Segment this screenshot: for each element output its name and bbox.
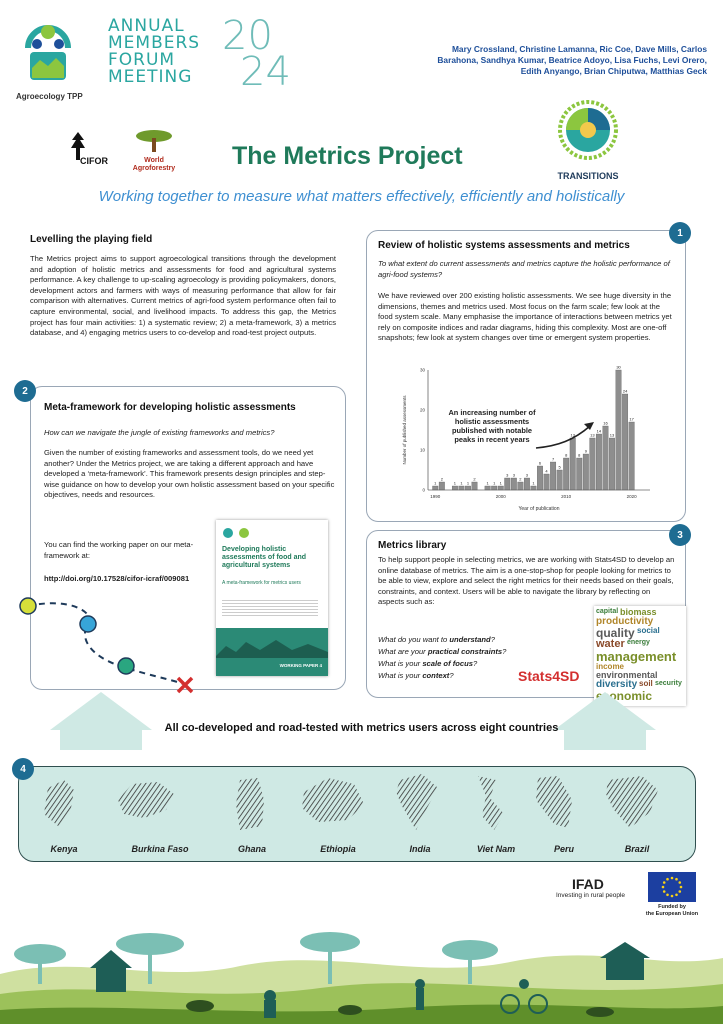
chart-bar [603,426,609,490]
chart-bar [511,478,517,490]
intro-heading: Levelling the playing field [30,234,153,245]
chart-bar [472,482,478,490]
up-arrows [0,690,723,750]
stats4sd-logo: Stats4SD [518,668,580,684]
cover-landscape-icon [216,628,328,658]
meta-question: How can we navigate the jungle of existing frameworks and metrics? [44,428,275,437]
chart-bar [544,474,550,490]
agroforestry-label-1: World [144,157,164,164]
event-line: ANNUAL [108,16,185,36]
step-dot [118,658,134,674]
chart-bar [629,422,635,490]
cloud-word: productivity [596,616,654,627]
cover-title: Developing holistic assessments of food and agricultural systems [222,546,307,569]
chart-bar [439,482,445,490]
meta-text: Given the number of existing frameworks and assessment tools, do we need yet another? Under the Metrics project, we are taking a different approach and have developed a ‘meta-framework’. This framework presents design principles and step-wise guidance on how to develop your own holistic assessment based on your specific objectives, needs and resources. [44,448,335,500]
event-year [222,13,291,95]
chart-bar [563,458,569,490]
chart-bar [609,438,615,490]
eu-star [678,890,681,893]
page-title: The Metrics Project [232,142,463,170]
bar-value-label: 24 [622,388,628,394]
map-burkina-faso [118,782,174,818]
up-arrow [554,689,656,750]
author-line: Barahona, Sandhya Kumar, Beatrice Adoyo, Lisa Fuchs, Levi Orero, [437,55,707,65]
bar-value-label: 1 [532,480,535,486]
event-line: FORUM [108,50,176,70]
cloud-word: biomass [620,607,657,617]
bar-value-label: 2 [440,476,443,482]
question-context: What is your context? [378,671,454,680]
y-tick-label: 30 [419,367,425,373]
eu-star [662,886,665,889]
agroecology-org-name: Agroecology TPP [16,92,83,101]
map-peru [536,776,572,828]
x-axis-label: Year of publication [518,506,560,512]
bar-value-label: 4 [545,468,548,474]
map-ghana [236,778,264,830]
bar-value-label: 1 [493,480,496,486]
bar-value-label: 1 [460,480,463,486]
bar-value-label: 13 [609,432,615,438]
x-tick-label: 1990 [430,494,441,499]
eu-stars-icon [648,872,696,902]
chart-bar [433,486,439,490]
cover-logos-icon [222,526,252,540]
chart-bar [622,394,628,490]
section-number-badge: 3 [669,524,691,546]
intro-text: The Metrics project aims to support agroecological transitions through the development and adoption of holistic metrics and assessments for food and agricultural systems performance. A key challenge to up-scaling agroecology is providing policymakers, donors, development actors and farmers with ways of measuring performance that allow for fair comparison with alternatives. Current metrics of agri-food system performance often fail to capture environmental, social, and livelihood impacts. To address this gap, the Metrics project has four main activities: 1) a systematic review; 2) a meta-framework, 3) a metrics database, and 4) engaging metrics users to co-develop and road-test project outputs. [30,254,336,338]
chart-annotation: An increasing number of holistic assessments published with notable peaks in recent years [446,408,538,444]
chart-bar [577,458,583,490]
library-text: To help support people in selecting metrics, we are working with Stats4SD to develop an online database of metrics. The aim is a one-stop-shop for people looking for metrics to be able to view, explore and select the right metrics for their needs based on their goals, constraints, and context. Users will be able to navigate the library by reflecting on aspects such as: [378,555,675,607]
bar-value-label: 3 [525,472,529,478]
bar-value-label: 16 [603,420,608,426]
country-label: Ethiopia [320,844,356,854]
review-question: To what extent do current assessments and metrics capture the holistic performance of agri-food systems? [378,259,670,279]
pathway-graphic [16,596,226,696]
y-tick-label: 0 [422,487,425,493]
eu-line1: Funded by [658,904,686,910]
cloud-word: quality [596,626,635,640]
bar-value-label: 1 [453,480,457,486]
library-heading: Metrics library [378,540,447,551]
world-agroforestry-logo [124,128,184,176]
question-understand: What do you want to understand? [378,635,495,644]
chart-bar [485,486,491,490]
eu-star [671,877,674,880]
chart-bar [452,486,458,490]
map-kenya [44,780,74,826]
bar-value-label: 7 [551,456,555,462]
transitions-logo-icon [548,100,628,166]
bar-value-label: 8 [565,452,568,458]
bar-value-label: 17 [629,416,634,422]
transitions-logo [548,100,628,180]
section-number-badge: 1 [669,222,691,244]
eu-star [666,878,669,881]
chart-bar [491,486,497,490]
trend-arrow [536,426,590,448]
cloud-word: economic [596,689,653,703]
bar-value-label: 3 [512,472,515,478]
review-heading: Review of holistic systems assessments and metrics [378,240,630,251]
year-top: 20 [222,13,273,59]
map-ethiopia [302,778,364,822]
bar-value-label: 1 [499,480,502,486]
bar-value-label: 5 [558,464,561,470]
author-list [387,44,707,77]
chart-bar [531,486,537,490]
cloud-word: income [596,662,625,671]
eu-star [678,881,681,884]
cloud-word: water [596,638,625,650]
country-label: Brazil [624,844,650,854]
eu-star [663,881,666,884]
chart-bar [465,486,471,490]
question-constraints: What are your practical constraints? [378,647,507,656]
eu-line2: the European Union [645,911,699,917]
cover-subtitle: A meta-framework for metrics users [222,580,301,586]
eu-star [675,878,678,881]
agroecology-logo-icon [20,18,76,88]
event-line: MEETING [108,67,193,87]
ifad-tagline: Investing in rural people [556,892,626,899]
year-bottom: 24 [240,49,291,95]
country-label: Kenya [50,844,78,854]
section-number-badge: 4 [12,758,34,780]
x-tick-label: 2020 [626,494,637,499]
working-paper-cover[interactable] [216,520,328,676]
publications-chart [398,360,658,516]
chart-bar [498,486,504,490]
country-label: India [409,844,431,854]
chart-bar [550,462,556,490]
y-tick-label: 20 [419,407,425,413]
countries-heading: All co-developed and road-tested with metrics users across eight countries [164,722,559,734]
cifor-label: CIFOR [80,156,108,166]
cloud-word: soil [639,679,653,688]
chart-bar [505,478,511,490]
start-dot [20,598,36,614]
map-viet-nam [478,776,504,830]
cifor-logo [66,130,116,170]
chart-bar [583,454,589,490]
chart-bar [524,478,530,490]
chart-bar [557,470,563,490]
cloud-word: security [655,680,682,687]
country-label: Burkina Faso [131,844,189,854]
x-tick-label: 2000 [495,494,506,499]
bar-value-label: 8 [578,452,581,458]
cloud-word: diversity [596,679,638,690]
map-india [396,774,438,830]
page-subtitle: Working together to measure what matters effectively, efficiently and holistically [98,188,625,205]
event-title [108,18,200,86]
cloud-word: energy [627,639,650,646]
cloud-word: environmental [596,670,658,680]
chart-bar [616,370,622,490]
event-line: MEMBERS [108,33,201,53]
chart-bar [596,434,602,490]
meta-heading: Meta-framework for developing holistic assessments [44,402,296,413]
agroecology-logo [20,18,76,88]
chart-bar [537,466,543,490]
ifad-logo [556,876,636,899]
author-line: Mary Crossland, Christine Lamanna, Ric Coe, Dave Mills, Carlos [451,44,707,54]
paper-note: You can find the working paper on our meta-framework at: [44,540,194,560]
cloud-word: capital [596,608,619,615]
bar-value-label: 14 [596,428,602,434]
country-maps [18,770,694,840]
bar-value-label: 1 [466,480,470,486]
landscape-footer [0,914,723,1024]
chart-bar [570,438,576,490]
bar-value-label: 3 [506,472,509,478]
eu-star [666,893,669,896]
eu-star [663,890,666,893]
cover-band [216,628,328,676]
bar-value-label: 1 [486,480,489,486]
eu-star [675,893,678,896]
y-axis-label: Number of published assessments [402,395,407,465]
bar-value-label: 6 [538,460,542,466]
up-arrow [50,692,152,750]
cover-footer: WORKING PAPER 4 [279,663,322,668]
author-line: Edith Anyango, Brian Chiputwa, Matthias Geck [520,66,707,76]
section-number-badge: 2 [14,380,36,402]
bar-value-label: 2 [519,476,522,482]
cloud-word: management [596,649,677,664]
eu-star [680,886,683,889]
y-tick-label: 10 [419,447,425,453]
agroforestry-label-2: Agroforestry [132,165,176,172]
bar-value-label: 30 [616,364,621,370]
eu-flag [648,872,696,902]
review-text: We have reviewed over 200 existing holistic assessments. We see huge diversity in the dimensions, themes and metrics used. Most focus on the farm scale; few look at the food system scale. Many emphasise the importance of interactions between metrics yet rely on composite indices and radar diagrams, hiding this complexity. Most are one-off snapshots; few look at system changes over time or emergent system properties. [378,291,672,343]
country-label: Viet Nam [476,844,516,854]
x-tick-label: 2010 [561,494,572,499]
doi-link[interactable]: http://doi.org/10.17528/cifor-icraf/009081 [44,574,190,583]
map-brazil [606,776,658,828]
step-dot [80,616,96,632]
cover-author-block [222,598,318,618]
chart-bar [590,438,596,490]
acacia-tree-icon [134,128,174,152]
chart-bar [518,482,524,490]
bar-value-label: 9 [584,448,587,454]
bar-value-label: 1 [434,480,437,486]
ifad-label: IFAD [572,876,604,892]
bar-value-label: 13 [590,432,595,438]
country-label: Ghana [237,844,266,854]
question-scale: What is your scale of focus? [378,659,478,668]
chart-bar [459,486,465,490]
transitions-label: TRANSITIONS [557,171,619,181]
bar-value-label: 13 [570,432,575,438]
cloud-word: social [637,626,660,635]
bar-value-label: 2 [473,476,476,482]
country-label: Peru [553,844,574,854]
eu-star [671,895,674,898]
